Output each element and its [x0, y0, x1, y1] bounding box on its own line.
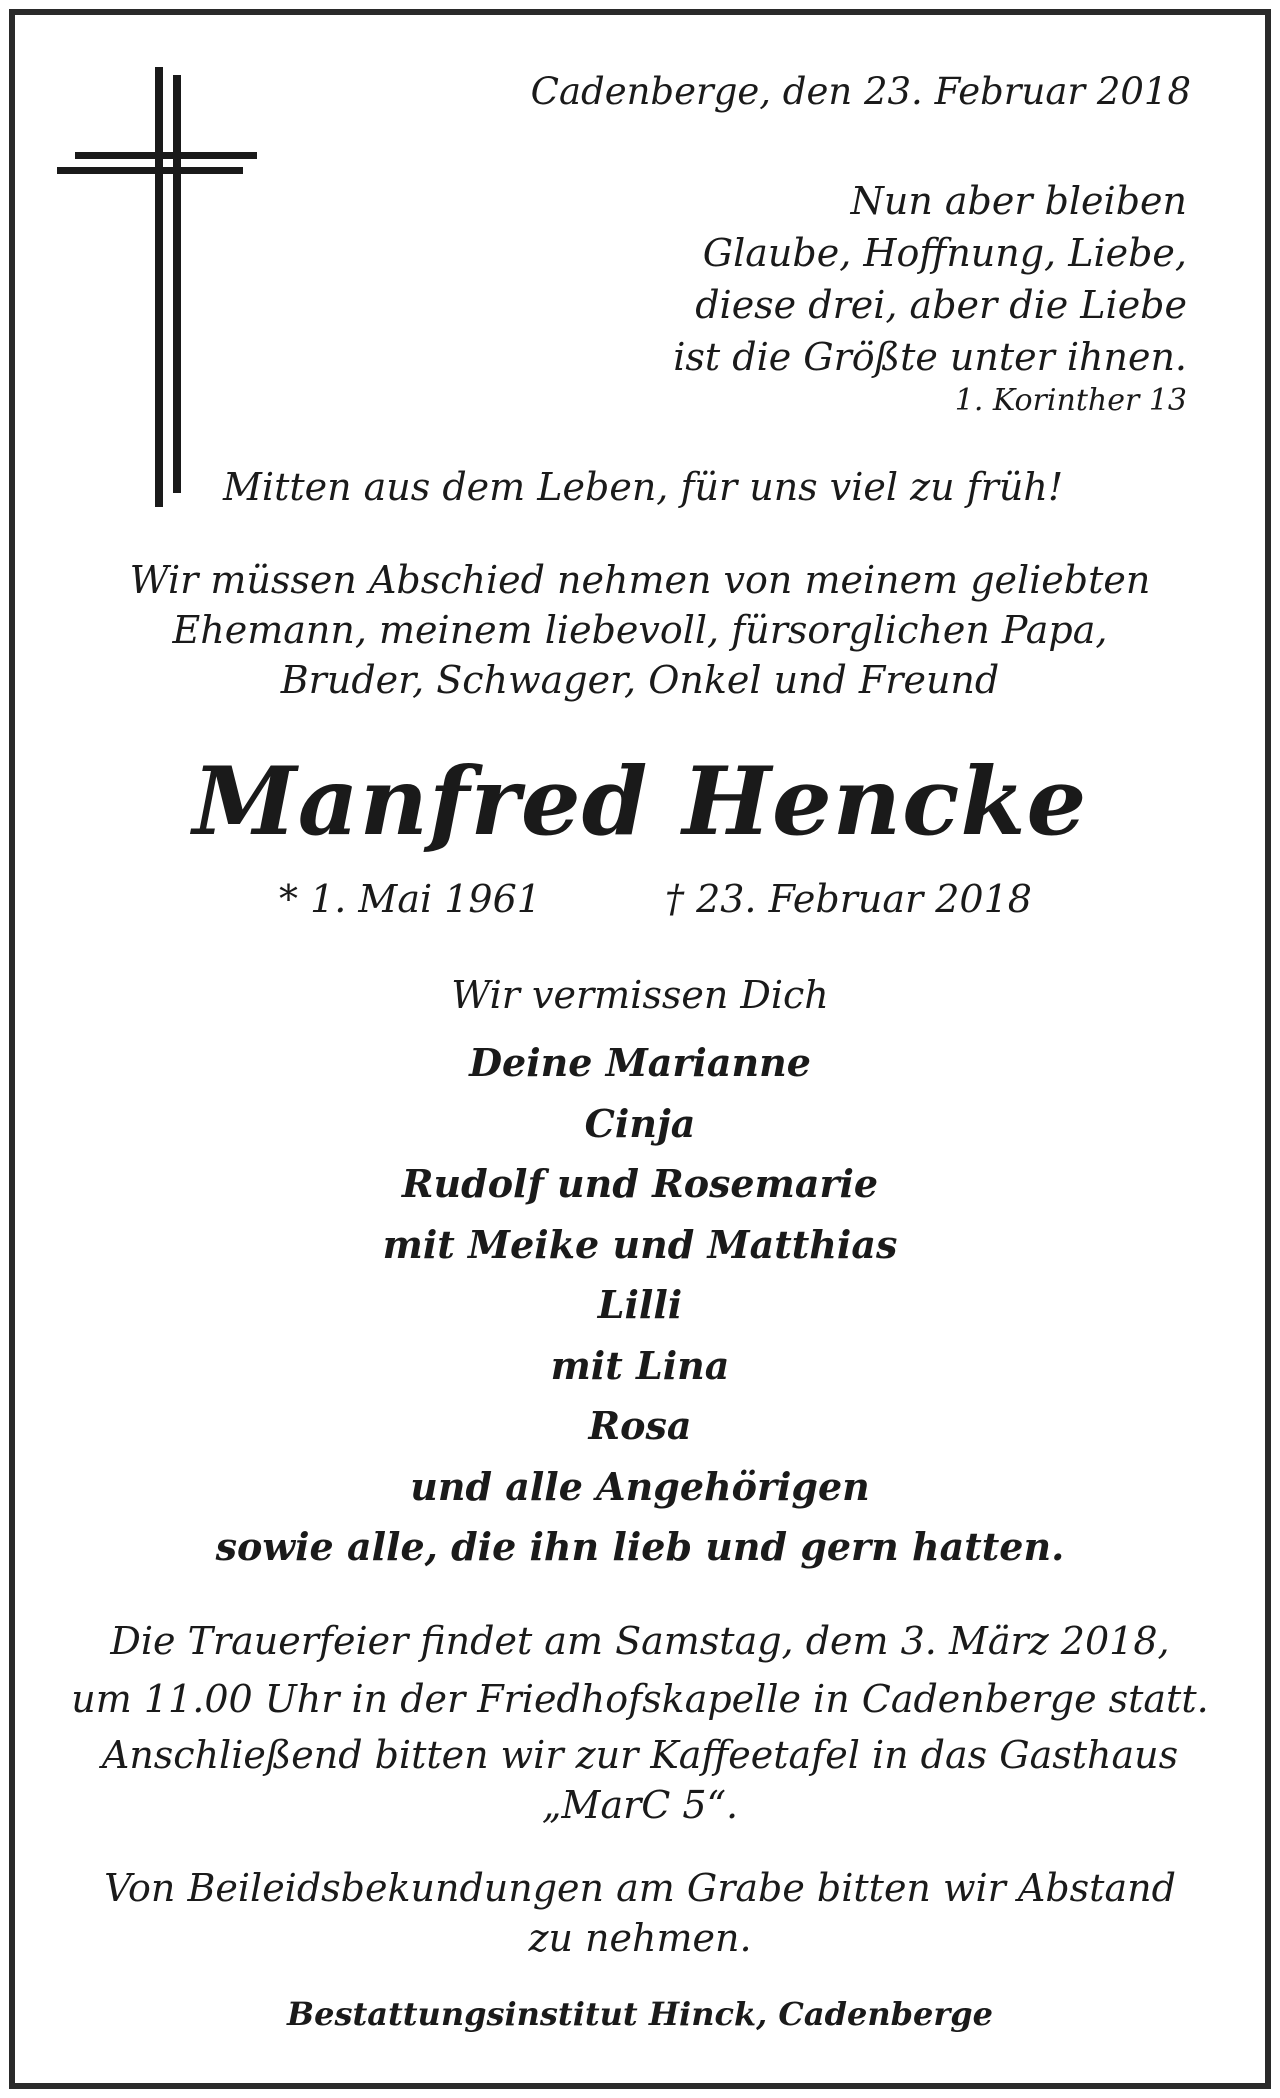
- intro-text: [15, 555, 1265, 705]
- mourner-name: Lilli: [597, 1282, 683, 1327]
- verse-line: Nun aber bleiben: [850, 179, 1187, 223]
- tagline: Mitten aus dem Leben, für uns viel zu früh!: [223, 465, 1064, 509]
- verse-reference: 1. Korinther 13: [954, 383, 1187, 418]
- verse-line: diese drei, aber die Liebe: [695, 283, 1187, 327]
- service-line: Anschließend bitten wir zur Kaffeetafel in das Gasthaus: [101, 1733, 1179, 1777]
- intro-line: Ehemann, meinem liebevoll, fürsorglichen Papa,: [172, 608, 1108, 652]
- mourners-heading: Wir vermissen Dich: [451, 973, 829, 1017]
- intro-line: Wir müssen Abschied nehmen von meinem geliebten: [129, 558, 1151, 602]
- condolences-line: zu nehmen.: [528, 1916, 752, 1960]
- mourner-name: mit Meike und Matthias: [382, 1221, 898, 1267]
- funeral-home: Bestattungsinstitut Hinck, Cadenberge: [287, 1995, 993, 2033]
- verse-line: Glaube, Hoffnung, Liebe,: [702, 231, 1187, 275]
- service-line: Die Trauerfeier findet am Samstag, dem 3. März 2018,: [110, 1619, 1170, 1663]
- intro-line: Bruder, Schwager, Onkel und Freund: [280, 658, 1000, 702]
- mourner-name: Deine Marianne: [469, 1040, 811, 1085]
- verse-line: ist die Größte unter ihnen.: [673, 335, 1187, 379]
- mourner-name: Cinja: [584, 1100, 696, 1146]
- service-line: um 11.00 Uhr in der Friedhofskapelle in Cadenberge statt.: [71, 1677, 1209, 1721]
- condolences-note: [15, 1863, 1265, 1963]
- mourner-name: sowie alle, die ihn lieb und gern hatten.: [215, 1524, 1065, 1569]
- mourners-list: [15, 1033, 1265, 1578]
- place-date: Cadenberge, den 23. Februar 2018: [530, 70, 1191, 113]
- mourner-name: Rudolf und Rosemarie: [401, 1161, 879, 1206]
- obituary-frame: [9, 9, 1271, 2089]
- service-details: [15, 1612, 1265, 1828]
- life-dates: [15, 877, 1265, 927]
- mourner-name: Rosa: [588, 1403, 692, 1448]
- condolences-line: Von Beileidsbekundungen am Grabe bitten wir Abstand: [104, 1866, 1176, 1910]
- death-date: † 23. Februar 2018: [665, 877, 1032, 921]
- deceased-name: Manfred Hencke: [192, 747, 1088, 857]
- birth-date: * 1. Mai 1961: [279, 877, 541, 921]
- mourner-name: und alle Angehörigen: [410, 1463, 870, 1509]
- cross-icon: [57, 67, 277, 517]
- mourner-name: mit Lina: [550, 1342, 730, 1388]
- service-line: „MarC 5“.: [541, 1783, 739, 1827]
- bible-verse: [487, 175, 1187, 383]
